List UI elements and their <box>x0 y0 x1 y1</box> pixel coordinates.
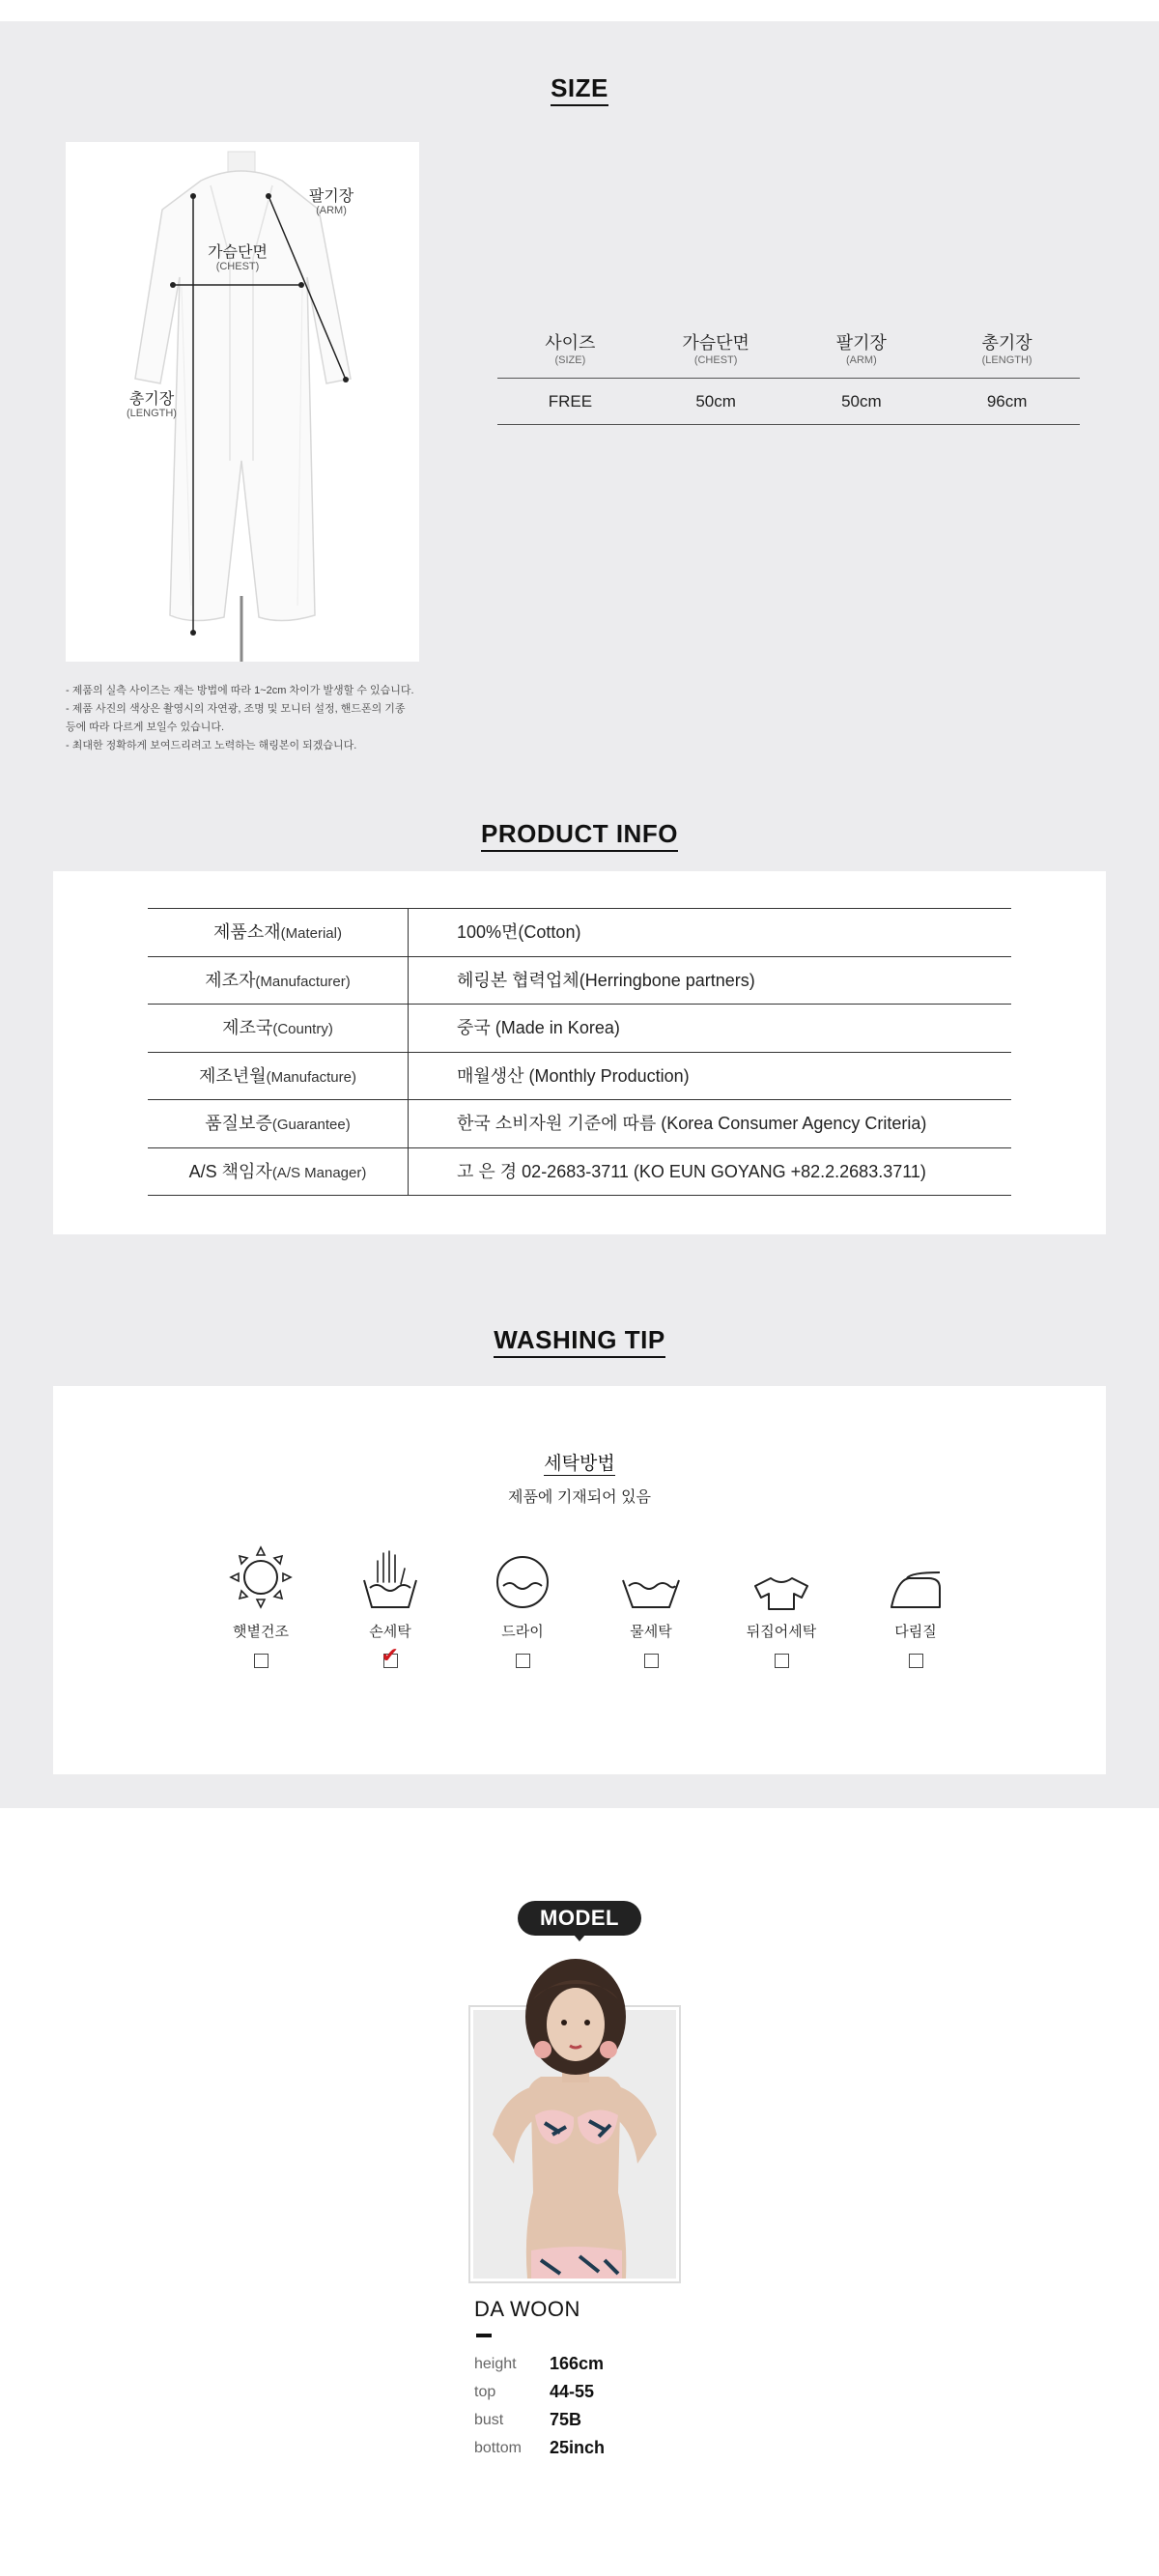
wash-label: 햇볕건조 <box>233 1624 289 1640</box>
info-row-country <box>148 1005 1011 1053</box>
model-stats <box>474 2350 605 2462</box>
length-header-cell: 총기장 (LENGTH) <box>981 333 1032 366</box>
water-wash-icon <box>617 1543 685 1611</box>
product-info-title: PRODUCT INFO <box>0 819 1159 849</box>
info-row-material <box>148 909 1011 957</box>
wash-checkbox[interactable] <box>775 1654 789 1668</box>
info-value: 중국 (Made in Korea) <box>457 1018 620 1037</box>
info-row-manufacture-date <box>148 1053 1011 1101</box>
wash-checkbox[interactable] <box>516 1654 530 1668</box>
stat-key: bust <box>474 2411 504 2428</box>
chest-measure-label: 가슴단면 (CHEST) <box>208 244 268 272</box>
size-section-title: SIZE <box>0 73 1159 103</box>
stat-value: 25inch <box>550 2438 606 2457</box>
wash-label: 다림질 <box>894 1624 937 1640</box>
wash-label: 뒤집어세탁 <box>746 1624 817 1640</box>
product-info-table <box>148 908 1011 1196</box>
wash-label: 드라이 <box>501 1624 544 1640</box>
arm-measure-label: 팔기장 (ARM) <box>308 188 354 216</box>
info-value: 한국 소비자원 기준에 따름 (Korea Consumer Agency Criteria) <box>457 1114 927 1133</box>
info-row-guarantee <box>148 1100 1011 1148</box>
info-row-as-manager <box>148 1148 1011 1197</box>
wash-label: 물세탁 <box>630 1624 672 1640</box>
wash-item-sun-dry <box>203 1543 319 1668</box>
sun-dry-icon <box>227 1543 295 1611</box>
wash-checkbox[interactable] <box>909 1654 923 1668</box>
wash-checkbox[interactable] <box>644 1654 659 1668</box>
stat-row-height <box>474 2350 605 2378</box>
info-label: 품질보증(Guarantee) <box>148 1100 409 1147</box>
info-label: 제조자(Manufacturer) <box>148 957 409 1005</box>
wash-label: 손세탁 <box>369 1624 411 1640</box>
wash-method-title: 세탁방법 <box>544 1454 615 1474</box>
iron-icon <box>882 1543 949 1611</box>
size-note: - 제품 사진의 색상은 촬영시의 자연광, 조명 및 모니터 설정, 핸드폰의 기종 <box>66 703 406 715</box>
size-value: FREE <box>548 392 593 410</box>
info-row-manufacturer <box>148 957 1011 1005</box>
stat-key: top <box>474 2383 496 2400</box>
chest-header-cell: 가슴단면 (CHEST) <box>682 333 749 366</box>
dry-clean-icon <box>489 1543 556 1611</box>
wash-method-sub: 제품에 기재되어 있음 <box>508 1489 651 1506</box>
wash-item-iron <box>858 1543 974 1668</box>
model-name-divider <box>476 2334 492 2337</box>
info-value: 고 은 경 02-2683-3711 (KO EUN GOYANG +82.2.2683.3711) <box>457 1161 926 1181</box>
info-value: 매월생산 (Monthly Production) <box>457 1065 690 1086</box>
stat-value: 75B <box>550 2410 582 2429</box>
info-label: A/S 책임자(A/S Manager) <box>148 1148 409 1196</box>
model-name: DA WOON <box>474 2297 580 2321</box>
size-header-cell: 사이즈 (SIZE) <box>545 333 596 366</box>
wash-checkbox[interactable] <box>381 1643 399 1668</box>
stat-row-top <box>474 2378 605 2406</box>
length-value: 96cm <box>986 392 1028 410</box>
garment-size-diagram <box>66 142 419 662</box>
size-notes <box>66 682 471 755</box>
info-label: 제품소재(Material) <box>148 909 409 956</box>
wash-item-hand-wash <box>332 1543 448 1668</box>
hand-wash-icon <box>356 1543 424 1611</box>
size-table-header <box>497 330 1080 379</box>
checkmark-icon: ✔ <box>381 1643 399 1667</box>
length-measure-label: 총기장 (LENGTH) <box>127 391 177 419</box>
info-label: 제조년월(Manufacture) <box>148 1053 409 1100</box>
stat-row-bottom <box>474 2434 605 2462</box>
model-badge-pointer <box>574 1935 585 1941</box>
stat-row-bust <box>474 2406 605 2434</box>
model-illustration <box>464 1941 686 2285</box>
size-note: 등에 따라 다르게 보일수 있습니다. <box>66 722 225 733</box>
inside-out-icon <box>748 1543 815 1611</box>
wash-item-water-wash <box>593 1543 709 1668</box>
wash-checkbox[interactable] <box>254 1654 269 1668</box>
arm-value: 50cm <box>841 392 882 410</box>
top-strip <box>0 0 1159 21</box>
info-value: 100%면(Cotton) <box>457 922 581 942</box>
wash-item-dry-clean <box>465 1543 580 1668</box>
size-note: - 제품의 실측 사이즈는 재는 방법에 따라 1~2cm 차이가 발생할 수 있습니다. <box>66 685 414 696</box>
size-table <box>497 330 1080 425</box>
model-photo <box>464 1941 686 2285</box>
model-badge: MODEL <box>518 1901 641 1936</box>
stat-key: height <box>474 2355 517 2372</box>
size-table-row <box>497 379 1080 425</box>
info-value: 헤링본 협력업체(Herringbone partners) <box>457 970 755 990</box>
washing-tip-title: WASHING TIP <box>0 1325 1159 1355</box>
size-note: - 최대한 정확하게 보여드리려고 노력하는 해링본이 되겠습니다. <box>66 740 357 751</box>
info-label: 제조국(Country) <box>148 1005 409 1052</box>
stat-value: 44-55 <box>550 2382 595 2401</box>
stat-value: 166cm <box>550 2354 605 2373</box>
stat-key: bottom <box>474 2439 522 2456</box>
wash-item-inside-out <box>723 1543 839 1668</box>
chest-value: 50cm <box>695 392 736 410</box>
arm-header-cell: 팔기장 (ARM) <box>835 333 887 366</box>
